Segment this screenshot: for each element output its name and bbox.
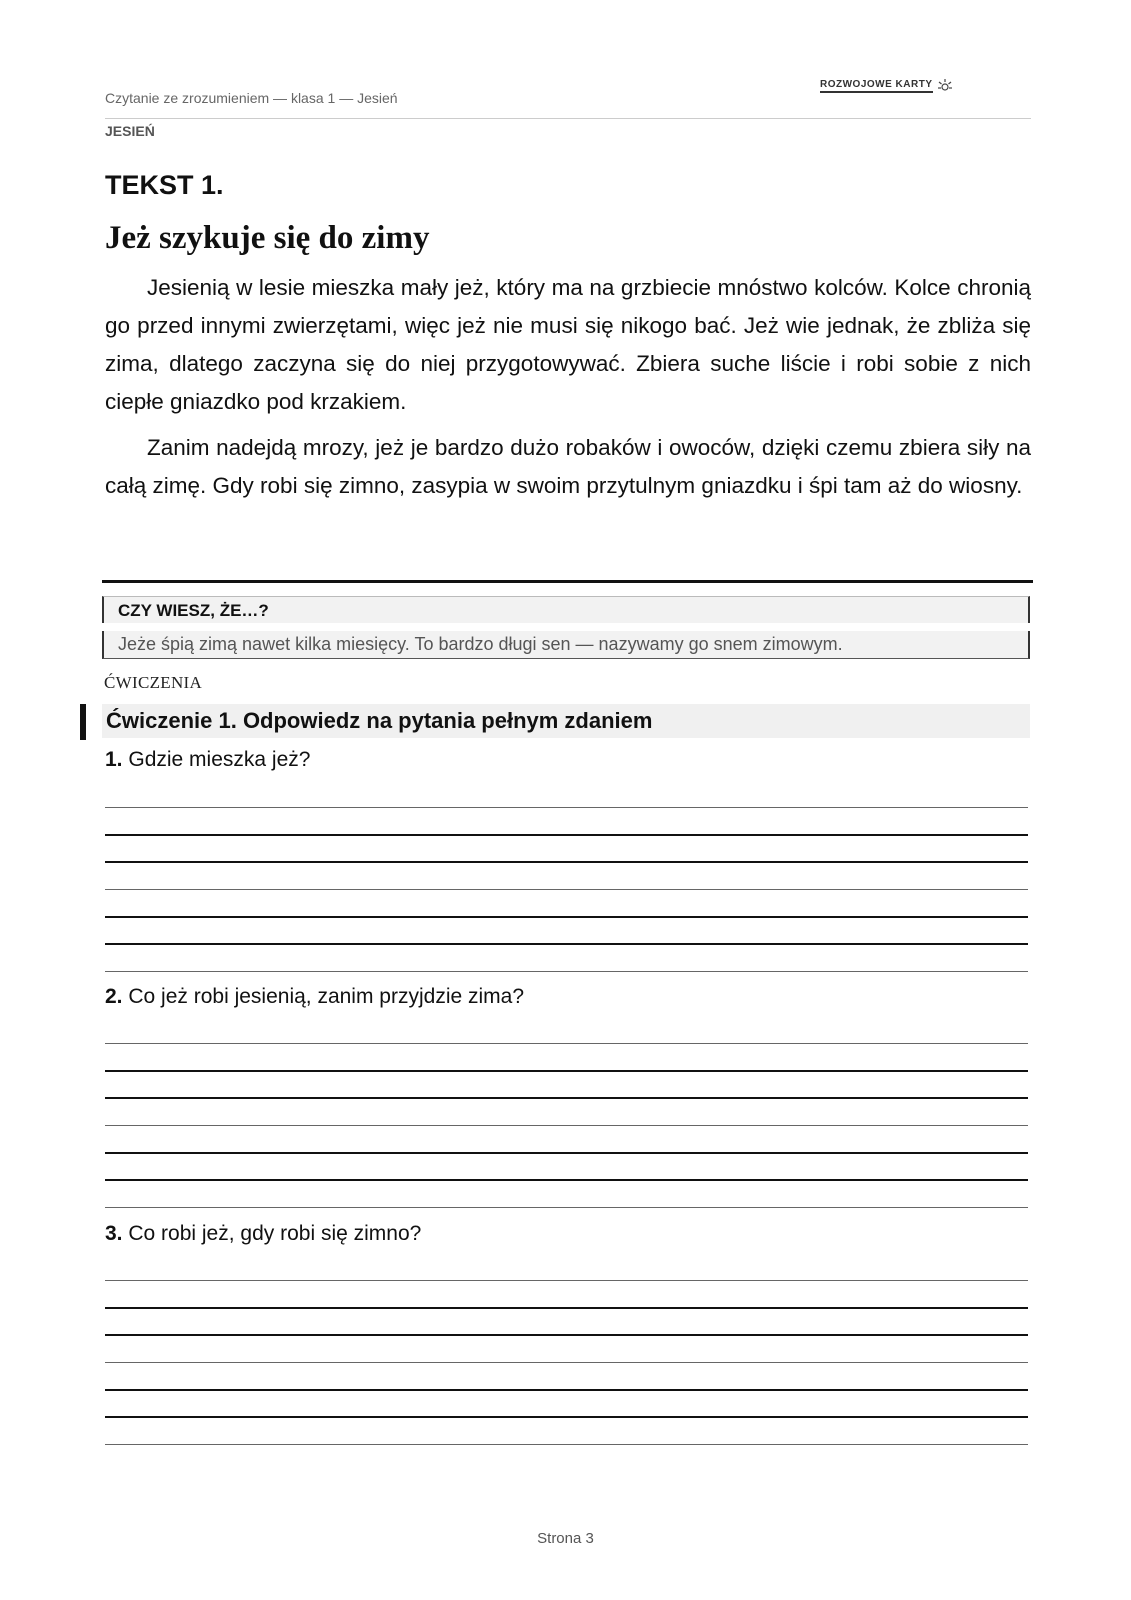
answer-line[interactable] (105, 834, 1028, 836)
logo-text: ROZWOJOWE KARTY (820, 79, 933, 93)
fact-box-text: Jeże śpią zimą nawet kilka miesięcy. To bardzo długi sen — nazywamy go snem zimowym. (102, 631, 1030, 659)
answer-line[interactable] (105, 971, 1028, 972)
section-label: JESIEŃ (105, 123, 155, 139)
question-3 (105, 1222, 421, 1246)
answer-line[interactable] (105, 1307, 1028, 1309)
brand-logo (820, 78, 953, 94)
exercise-marker (80, 704, 86, 740)
answer-line[interactable] (105, 807, 1028, 808)
text-number: TEKST 1. (105, 170, 224, 200)
question-1 (105, 748, 310, 772)
exercise-heading: Ćwiczenie 1. Odpowiedz na pytania pełnym zdaniem (102, 704, 1030, 738)
answer-line[interactable] (105, 943, 1028, 945)
answer-line[interactable] (105, 1334, 1028, 1336)
answer-line[interactable] (105, 1389, 1028, 1391)
answer-line[interactable] (105, 916, 1028, 918)
text-title: Jeż szykuje się do zimy (105, 220, 430, 256)
question-2 (105, 985, 524, 1009)
answer-line[interactable] (105, 1179, 1028, 1181)
answer-line[interactable] (105, 1207, 1028, 1208)
question-text: Co robi jeż, gdy robi się zimno? (128, 1222, 422, 1245)
answer-line[interactable] (105, 1416, 1028, 1418)
question-text: Co jeż robi jesienią, zanim przyjdzie zima? (128, 985, 525, 1008)
answer-line[interactable] (105, 1043, 1028, 1044)
header-divider (105, 118, 1031, 119)
answer-line[interactable] (105, 1097, 1028, 1099)
question-number: 3. (105, 1222, 123, 1245)
section-divider (102, 580, 1033, 583)
answer-line[interactable] (105, 1362, 1028, 1363)
answer-line[interactable] (105, 1152, 1028, 1154)
story-paragraph: Jesienią w lesie mieszka mały jeż, który ma na grzbiecie mnóstwo kolców. Kolce chronią go przed innymi zwierzętami, więc jeż nie musi się nikogo bać. Jeż wie jednak, że zbliża się zima, dlatego zaczyna się do niej przygotowywać. Zbiera suche liście i robi sobie z nich ciepłe gniazdko pod krzakiem. (105, 275, 1031, 414)
question-number: 1. (105, 748, 123, 771)
sun-sparkle-icon (937, 78, 953, 94)
answer-line[interactable] (105, 861, 1028, 863)
header-subtitle: Czytanie ze zrozumieniem — klasa 1 — Jesień (105, 90, 398, 106)
answer-line[interactable] (105, 1444, 1028, 1445)
answer-line[interactable] (105, 889, 1028, 890)
question-number: 2. (105, 985, 123, 1008)
exercises-label: ĆWICZENIA (104, 673, 203, 692)
fact-box-heading: CZY WIESZ, ŻE…? (102, 596, 1030, 623)
answer-line[interactable] (105, 1125, 1028, 1126)
question-text: Gdzie mieszka jeż? (128, 748, 311, 771)
story-paragraph: Zanim nadejdą mrozy, jeż je bardzo dużo robaków i owoców, dzięki czemu zbiera siły na całą zimę. Gdy robi się zimno, zasypia w swoim przytulnym gniazdku i śpi tam aż do wiosny. (105, 435, 1031, 498)
answer-line[interactable] (105, 1280, 1028, 1281)
page-number: Strona 3 (537, 1530, 594, 1547)
answer-line[interactable] (105, 1070, 1028, 1072)
